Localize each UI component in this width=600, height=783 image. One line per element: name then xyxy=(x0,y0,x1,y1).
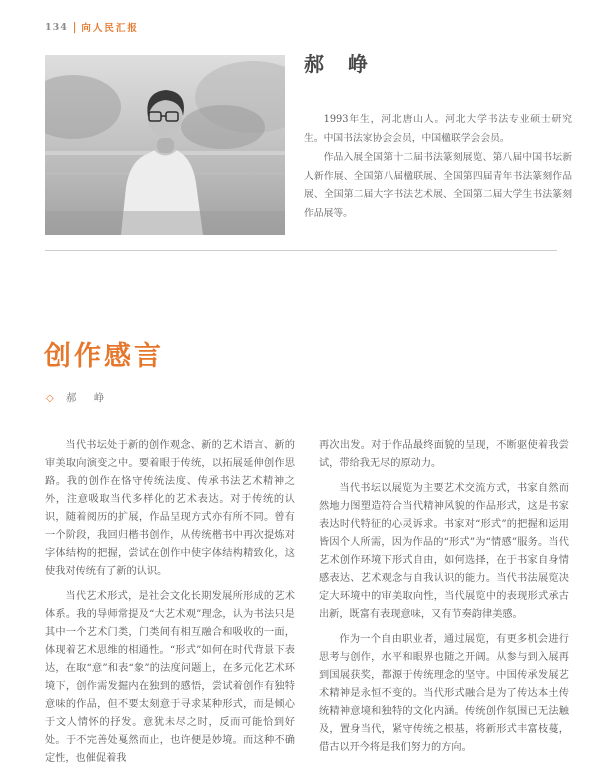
essay-byline xyxy=(46,390,111,405)
header-separator: | xyxy=(72,20,77,34)
artist-name: 郝 峥 xyxy=(304,52,370,76)
essay-paragraph: 当代艺术形式，是社会文化长期发展所形成的艺术体系。我的导师常提及“大艺术观”理念，认为书法只是其中一个艺术门类，门类间有相互融合和吸收的一面，体现着艺术思维的相通性。“形式”如何在时代背景下表达，在取“意”和表“象”的法度问题上，在多元化艺术环境下，创作需发掘内在独到的感悟，尝试着创作有独特意味的作品，但不要太刻意于寻求某种形式，而是倾心于文人情怀的抒发。意犹未尽之时，反而可能恰到好处。于不完善处戛然而止，也许便是妙境。而这种不确定性，也催促着我 xyxy=(45,591,295,764)
page-header xyxy=(45,20,139,34)
section-divider xyxy=(45,250,557,251)
bio-paragraph: 作品入展全国第十二届书法篆刻展览、第八届中国书坛新人新作展、全国第八届楹联展、全国第四届青年书法篆刻作品展、全国第二届大字书法艺术展、全国第二届大学生书法篆刻作品展等。 xyxy=(304,152,572,219)
artist-bio xyxy=(304,111,572,225)
essay-column-right xyxy=(319,437,569,775)
neck xyxy=(157,138,174,153)
essay-paragraph: 当代书坛处于新的创作观念、新的艺术语言、新的审美取向演变之中。要着眼于传统，以拓展延伸创作思路。我的创作在恪守传统法度、传承书法艺术精神之外，注意吸取当代多样化的艺术表达。对于传统的认识，随着阅历的扩展，作品呈现方式亦有所不同。曾有一个阶段，我回归楷书创作，从传统楷书中再次提炼对字体结构的把握，尝试在创作中使字体结构精致化，这使我对传统有了新的认识。 xyxy=(45,440,295,577)
background-foliage xyxy=(181,105,265,149)
byline-author: 郝 峥 xyxy=(66,392,112,404)
foreground-blur xyxy=(45,211,285,235)
magazine-title: 向人民汇报 xyxy=(81,23,139,34)
bio-paragraph: 1993年生，河北唐山人。河北大学书法专业硕士研究生。中国书法家协会会员，中国楹联学会会员。 xyxy=(304,114,572,144)
essay-body xyxy=(45,437,569,775)
essay-paragraph: 当代书坛以展览为主要艺术交流方式，书家自然而然地力图塑造符合当代精神风貌的作品形式，这是书家表达时代特征的心灵诉求。书家对“形式”的把握和运用皆因个人所需，因为作品的“形式”为“情感”服务。当代艺术创作环境下形式自由，如何选择，在于书家自身情感表达、艺术观念与自我认识的能力。当代书法展览决定大环境中的审美取向性，当代展览中的表现形式承古出新，既富有表现意味，又有节奏韵律美感。 xyxy=(319,483,569,620)
portrait-photo xyxy=(45,55,285,235)
page-number: 134 xyxy=(45,21,68,33)
essay-paragraph-continuation: 再次出发。对于作品最终面貌的呈现，不断驱使着我尝试，带给我无尽的原动力。 xyxy=(319,440,569,469)
essay-column-left xyxy=(45,437,295,775)
portrait-photo-graphic xyxy=(45,55,285,235)
essay-title: 创作感言 xyxy=(44,341,164,372)
essay-paragraph: 作为一个自由职业者，通过展览，有更多机会进行思考与创作，水平和眼界也随之开阔。从参与到入展再到国展获奖，都源于传统理念的坚守。中国传承发展艺术精神是永恒不变的。当代形式融合是为了传达本土传统精神意境和独特的文化内涵。传统创作氛围已无法触及，置身当代，紧守传统之根基，将新形式丰富枝蔓，借古以开今将是我们努力的方向。 xyxy=(319,634,569,753)
diamond-icon: ◇ xyxy=(46,393,54,404)
